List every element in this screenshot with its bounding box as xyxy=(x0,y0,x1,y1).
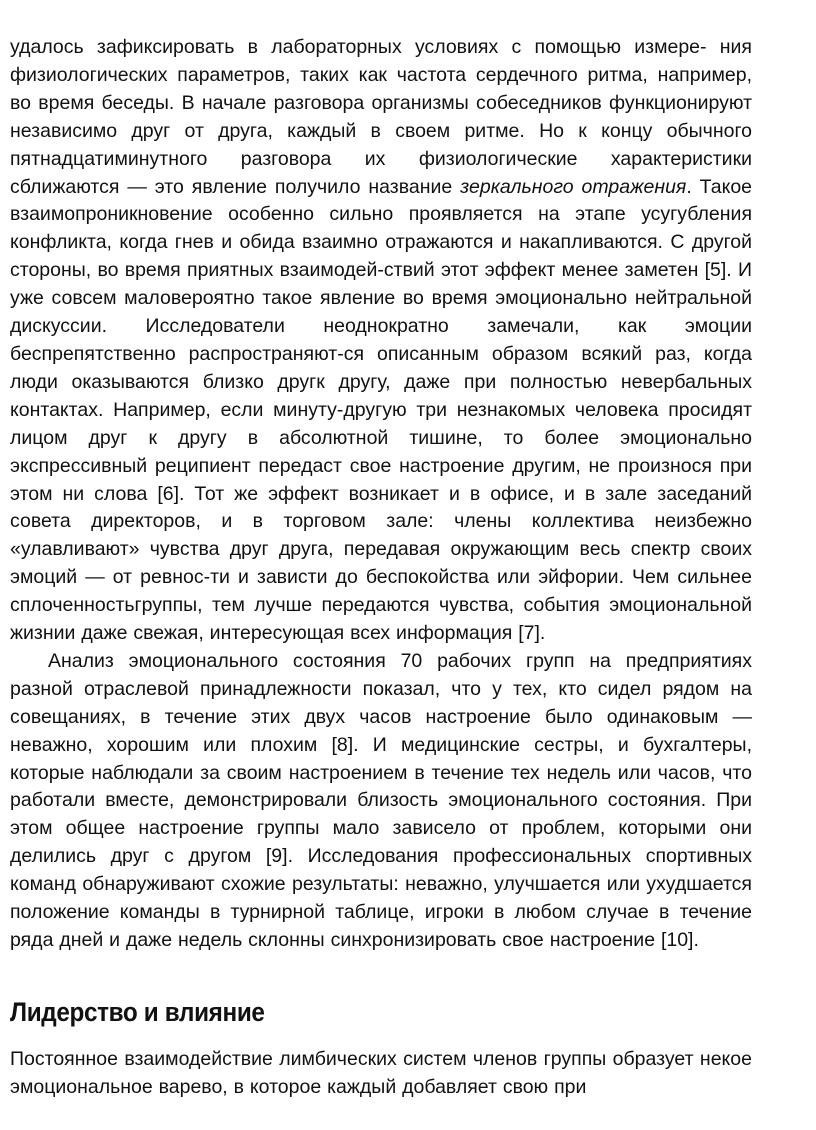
paragraph-text: удалось зафиксировать в лабораторных условиях с помощью измере- ния физиологических параметров, таких как частота сердечного ритма, например, во время беседы. В начале разговора организмы собеседников функционируют независимо друг от друга, каждый в своем ритме. Но к концу обычного пятнадцатиминутного разговора их физиологические характеристики сближаются — это явление получило название xyxy=(10,36,752,198)
paragraph-text: Постоянное взаимодействие лимбических систем членов группы образует некое эмоциональное варево, в которое каждый добавляет свою при xyxy=(10,1047,752,1098)
emphasized-term: зеркального отражения xyxy=(460,175,687,198)
body-paragraph xyxy=(10,648,752,955)
body-paragraph xyxy=(10,1046,752,1102)
paragraph-text: Анализ эмоционального состояния 70 рабочих групп на предприятиях разной отраслевой принадлежности показал, что у тех, кто сидел рядом на совещаниях, в течение этих двух часов настроение было одинаковым — неважно, хорошим или плохим [8]. И медицинские сестры, и бухгалтеры, которые наблюдали за своим настроением в течение тех недель или часов, что работали вместе, демонстрировали близость эмоционального состояния. При этом общее настроение группы мало зависело от проблем, которыми они делились друг с другом [9]. Исследования профессиональных спортивных команд обнаруживают схожие результаты: неважно, улучшается или ухудшается положение команды в турнирной таблице, игроки в любом случае в течение ряда дней и даже недель склонны синхронизировать свое настроение [10]. xyxy=(10,649,752,951)
document-page xyxy=(10,34,752,1102)
paragraph-text: . Такое взаимопроникновение особенно сильно проявляется на этапе усугубления конфликта, когда гнев и обида взаимно отражаются и накапливаются. С другой стороны, во время приятных взаимодей-ствий этот эффект менее заметен [5]. И уже совсем маловероятно такое явление во время эмоционально нейтральной дискуссии. Исследователи неоднократно замечали, как эмоции беспрепятственно распространяют-ся описанным образом всякий раз, когда люди оказываются близко другк другу, даже при полностью невербальных контактах. Например, если минуту-другую три незнакомых человека просидят лицом друг к другу в абсолютной тишине, то более эмоционально экспрессивный реципиент передаст свое настроение другим, не произнося при этом ни слова [6]. Тот же эффект возникает и в офисе, и в зале заседаний совета директоров, и в торговом зале: члены коллектива неизбежно «улавливают» чувства друг друга, передавая окружающим весь спектр своих эмоций — от ревнос-ти и зависти до беспокойства или эйфории. Чем сильнее сплоченностьгруппы, тем лучше передаются чувства, события эмоциональной жизнии даже свежая, интересующая всех информация [7]. xyxy=(10,175,753,645)
section-heading: Лидерство и влияние xyxy=(10,996,265,1027)
body-paragraph xyxy=(10,34,752,648)
